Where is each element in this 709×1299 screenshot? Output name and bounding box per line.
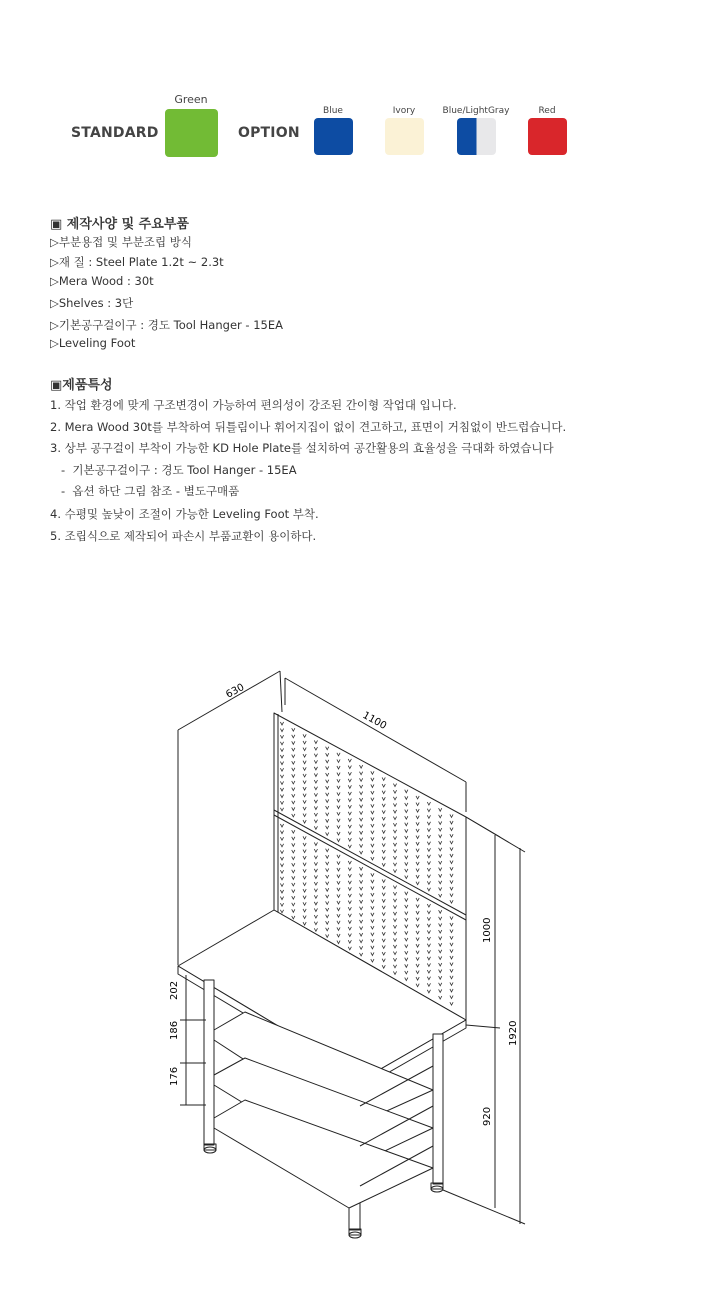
red-color-name: Red: [538, 106, 556, 116]
feature-item: 2. Mera Wood 30t를 부착하여 뒤틀림이나 휘어지집이 없이 견고하고, 표면이 거침없이 반드럽습니다.: [50, 420, 567, 434]
standard-label: STANDARD: [71, 125, 159, 141]
feature-subitem: - 옵션 하단 그림 참조 - 별도구매품: [50, 484, 240, 498]
blue-lightgray-color-name: Blue/LightGray: [442, 106, 510, 116]
option-label: OPTION: [238, 125, 300, 141]
blue-lightgray-swatch[interactable]: [457, 118, 496, 155]
spec-item: ▷Mera Wood : 30t: [50, 274, 154, 288]
dim-gap-2-label: 186: [169, 1020, 180, 1040]
spec-item: ▷Shelves : 3단: [50, 296, 134, 310]
workbench-drawing: [0, 600, 709, 1299]
spec-heading: ▣ 제작사양 및 주요부품: [50, 217, 189, 232]
green-swatch[interactable]: [165, 109, 218, 157]
dim-panel-height-label: 1000: [482, 917, 493, 943]
blue-swatch[interactable]: [314, 118, 353, 155]
spec-item: ▷재 질 : Steel Plate 1.2t ~ 2.3t: [50, 255, 224, 269]
dim-total-height-label: 1920: [508, 1020, 519, 1046]
red-swatch[interactable]: [528, 118, 567, 155]
dim-gap-3-label: 176: [169, 1066, 180, 1086]
feature-item: 1. 작업 환경에 맞게 구조변경이 가능하여 편의성이 강조된 간이형 작업대 입니다.: [50, 398, 457, 412]
dim-table-height-label: 920: [482, 1106, 493, 1126]
blue-color-name: Blue: [323, 106, 343, 116]
dim-depth-label: 630: [224, 681, 247, 701]
features-heading: ▣제품특성: [50, 378, 113, 393]
spec-item: ▷기본공구걸이구 : 경도 Tool Hanger - 15EA: [50, 318, 283, 332]
ivory-color-name: Ivory: [392, 106, 416, 116]
ivory-swatch[interactable]: [385, 118, 424, 155]
dim-gap-1-label: 202: [169, 980, 180, 1000]
spec-item: ▷부분용접 및 부분조립 방식: [50, 235, 193, 249]
feature-item: 5. 조립식으로 제작되어 파손시 부품교환이 용이하다.: [50, 529, 317, 543]
feature-item: 3. 상부 공구걸이 부착이 가능한 KD Hole Plate를 설치하여 공간활용의 효율성을 극대화 하였습니다: [50, 441, 554, 455]
standard-color-name: Green: [174, 93, 208, 106]
dim-width-label: 1100: [360, 710, 389, 732]
feature-subitem: - 기본공구걸이구 : 경도 Tool Hanger - 15EA: [50, 463, 297, 477]
spec-item: ▷Leveling Foot: [50, 336, 136, 350]
feature-item: 4. 수평및 높낮이 조절이 가능한 Leveling Foot 부착.: [50, 507, 319, 521]
